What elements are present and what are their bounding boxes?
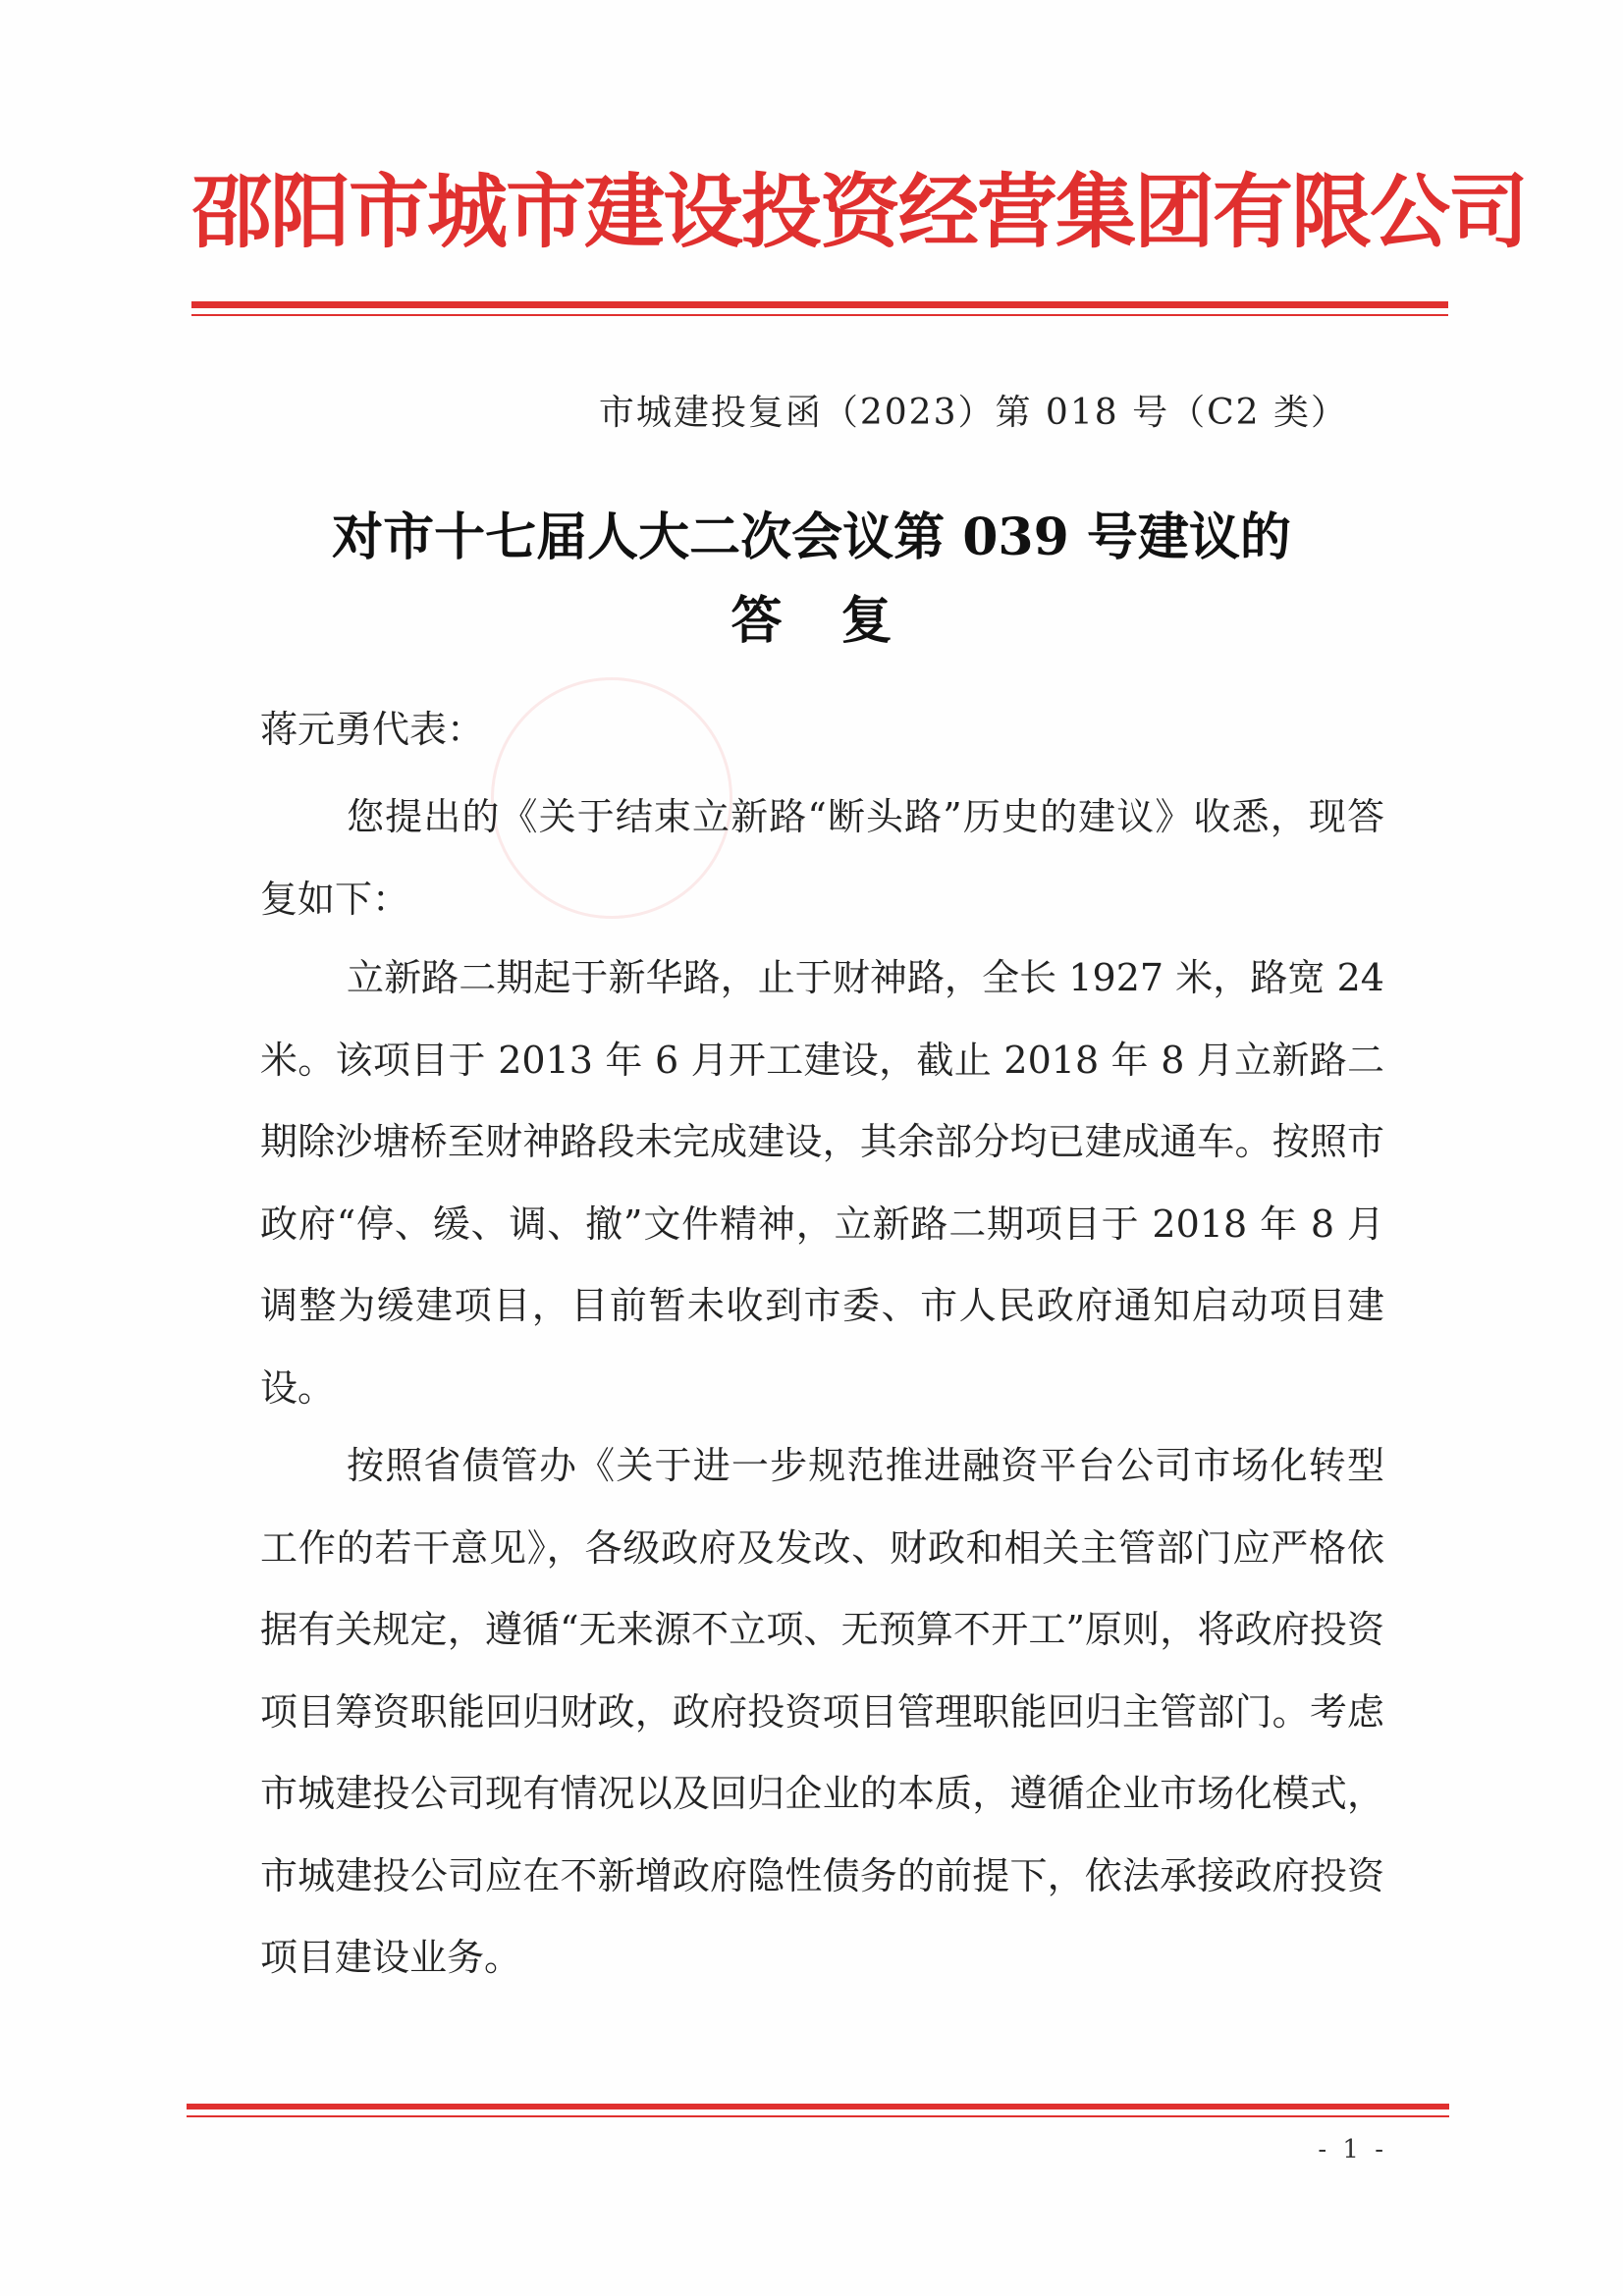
document-title-line-2: 答复: [730, 591, 951, 651]
page-number: - 1 -: [1318, 2135, 1387, 2164]
letterhead-rule-thick: [191, 301, 1448, 308]
letterhead-title: 邵阳市城市建设投资经营集团有限公司: [191, 166, 1528, 259]
body-paragraph-1: 您提出的《关于结束立新路“断头路”历史的建议》收悉，现答复如下：: [260, 795, 1384, 921]
letterhead-rule-thin: [191, 314, 1448, 316]
footer-rule-thick: [187, 2104, 1449, 2109]
document-number: 市城建投复函（2023）第 018 号（C2 类）: [598, 393, 1348, 433]
salutation: 蒋元勇代表：: [260, 708, 485, 751]
body-paragraph-3: 按照省债管办《关于进一步规范推进融资平台公司市场化转型工作的若干意见》，各级政府及发改、财政和相关主管部门应严格依据有关规定，遵循“无来源不立项、无预算不开工”原则，将政府投资项目筹资职能回归财政，政府投资项目管理职能回归主管部门。考虑市城建投公司现有情况以及回归企业的本质，遵循企业市场化模式，市城建投公司应在不新增政府隐性债务的前提下，依法承接政府投资项目建设业务。: [260, 1444, 1384, 1979]
footer-rule-thin: [187, 2115, 1449, 2117]
body-paragraph-2: 立新路二期起于新华路，止于财神路，全长 1927 米，路宽 24 米。该项目于 2013 年 6 月开工建设，截止 2018 年 8 月立新路二期除沙塘桥至财神路段未完成建设，其余部分均已建成通车。按照市政府“停、缓、调、撤”文件精神，立新路二期项目于 2018 年 8 月调整为缓建项目，目前暂未收到市委、市人民政府通知启动项目建设。: [260, 956, 1384, 1410]
document-title: 对市十七届人大二次会议第 039 号建议的: [332, 507, 1291, 567]
